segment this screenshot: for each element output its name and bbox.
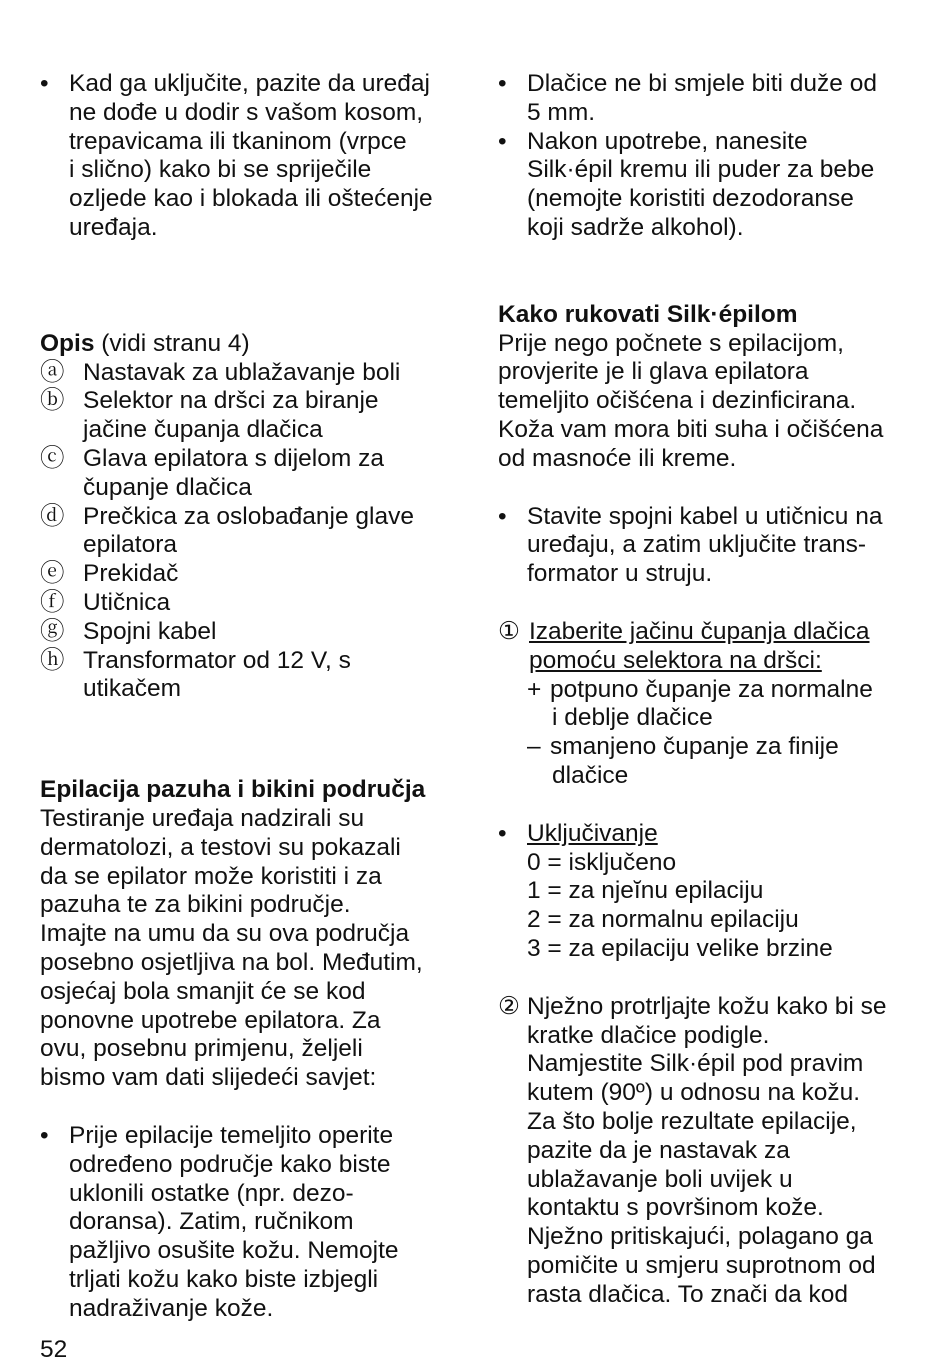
part-line: jačine čupanja dlačica: [83, 416, 323, 444]
part-mark: ⓖ: [40, 617, 65, 645]
line: trepavicama ili tkaninom (vrpce: [69, 127, 407, 155]
part-mark: ⓑ: [40, 387, 65, 415]
parts-list: [40, 359, 460, 705]
line: Dlačice ne bi smjele biti duže od: [527, 70, 877, 97]
part-line: epilatora: [83, 531, 177, 559]
line: Namjestite Silk·épil pod pravim: [527, 1050, 864, 1078]
step-1-mark: ①: [498, 617, 520, 645]
step-2-mark: ②: [498, 992, 520, 1020]
minus-mark: –: [527, 733, 541, 761]
line: uklonili ostatke (npr. dezo-: [69, 1179, 354, 1207]
line: uređaju, a zatim uključite trans-: [527, 531, 867, 559]
part-line: Spojni kabel: [83, 617, 217, 645]
part-item: [40, 445, 460, 503]
how-text: [498, 330, 918, 474]
line: da se epilator može koristiti i za: [40, 862, 382, 890]
part-line: Nastavak za ublažavanje boli: [83, 358, 401, 386]
line: doransa). Zatim, ručnikom: [69, 1208, 354, 1236]
switch-label: Uključivanje: [527, 819, 658, 847]
line: 0 = isključeno: [527, 848, 677, 876]
page-number: 52: [40, 1336, 68, 1363]
line: od masnoće ili kreme.: [498, 444, 737, 472]
line: kutem (90º) u odnosu na kožu.: [527, 1079, 861, 1107]
line: pomičite u smjeru suprotnom od: [527, 1251, 876, 1279]
line: uređaja.: [69, 213, 158, 241]
line: (nemojte koristiti dezodoranse: [527, 185, 854, 213]
part-line: Selektor na dršci za biranje: [83, 387, 379, 415]
line: Prije nego počnete s epilacijom,: [498, 329, 844, 357]
part-line: Utičnica: [83, 588, 171, 616]
line: formator u struju.: [527, 560, 713, 588]
part-item: [40, 618, 460, 647]
line: smanjeno čupanje za finije: [550, 733, 839, 761]
line: potpuno čupanje za normalne: [550, 675, 873, 703]
opis-ref: (vidi stranu 4): [94, 329, 250, 357]
epilation-heading: Epilacija pazuha i bikini područja: [40, 776, 426, 804]
bullet-connect: [498, 503, 918, 589]
line: kratke dlačice podigle.: [527, 1021, 770, 1049]
part-line: Transformator od 12 V, s: [83, 646, 351, 674]
line: provjerite je li glava epilatora: [498, 358, 809, 386]
line: Testiranje uređaja nadzirali su: [40, 804, 365, 832]
line: pomoću selektora na dršci:: [529, 646, 822, 674]
part-line: Prekidač: [83, 560, 179, 588]
line: temeljito očišćena i dezinficirana.: [498, 387, 857, 415]
part-line: čupanje dlačica: [83, 473, 252, 501]
plus-mark: +: [527, 675, 542, 703]
line: ne dođe u dodir s vašom kosom,: [69, 98, 424, 126]
line: Silk·épil kremu ili puder za bebe: [527, 156, 875, 184]
part-item: [40, 503, 460, 561]
line: kontaktu s površinom kože.: [527, 1194, 824, 1222]
part-item: [40, 387, 460, 445]
line: određeno područje kako biste: [69, 1150, 391, 1178]
option-plus: [498, 676, 918, 734]
part-item: [40, 589, 460, 618]
epilation-text: [40, 805, 460, 1093]
part-line: Prečkica za oslobađanje glave: [83, 502, 414, 530]
line: pazuha te za bikini područje.: [40, 891, 351, 919]
line: pazite da je nastavak za: [527, 1136, 790, 1164]
line: Nježno protrljajte kožu kako bi se: [527, 992, 887, 1020]
step-1: [498, 618, 918, 676]
line: i deblje dlačice: [552, 704, 713, 732]
left-column: [40, 70, 460, 1323]
line: osjećaj bola smanjit će se kod: [40, 977, 366, 1005]
part-mark: ⓔ: [40, 560, 65, 588]
bullet-after-use: [498, 128, 918, 243]
part-mark: ⓐ: [40, 358, 65, 386]
line: ublažavanje boli uvijek u: [527, 1165, 793, 1193]
line: posebno osjetljiva na bol. Međutim,: [40, 948, 423, 976]
line: Imajte na umu da su ova područja: [40, 920, 410, 948]
line: nadraživanje kože.: [69, 1294, 274, 1322]
line: ponovne upotrebe epilatora. Za: [40, 1006, 381, 1034]
bullet-switch: [498, 820, 918, 964]
line: pažljivo osušite kožu. Nemojte: [69, 1237, 399, 1265]
line: 2 = za normalnu epilaciju: [527, 906, 799, 934]
part-line: utikačem: [83, 675, 182, 703]
right-column: [498, 70, 918, 1309]
line: Nježno pritiskajući, polagano ga: [527, 1223, 873, 1251]
line: i slično) kako bi se spriječile: [69, 156, 372, 184]
part-item: [40, 359, 460, 388]
line: bismo vam dati slijedeći savjet:: [40, 1064, 377, 1092]
part-mark: ⓕ: [40, 588, 65, 616]
part-mark: ⓗ: [40, 646, 65, 674]
line: rasta dlačica. To znači da kod: [527, 1280, 848, 1308]
line: 5 mm.: [527, 98, 596, 126]
step-2: [498, 993, 918, 1310]
line: Stavite spojni kabel u utičnicu na: [527, 502, 883, 530]
line: 1 = za njeĭnu epilaciju: [527, 877, 764, 905]
bullet-hair-length: [498, 70, 918, 128]
opis-heading: Opis: [40, 329, 95, 357]
line: 3 = za epilaciju velike brzine: [527, 934, 833, 962]
line: Izaberite jačinu čupanja dlačica: [529, 617, 870, 645]
opis-heading-line: [40, 330, 460, 359]
how-heading: Kako rukovati Silk·épilom: [498, 300, 798, 328]
line: ozljede kao i blokada ili oštećenje: [69, 185, 433, 213]
part-mark: ⓓ: [40, 502, 65, 530]
line: dlačice: [552, 761, 629, 789]
bullet-safety: [40, 70, 460, 243]
line: Za što bolje rezultate epilacije,: [527, 1107, 857, 1135]
line: ovu, posebnu primjenu, željeli: [40, 1035, 363, 1063]
part-line: Glava epilatora s dijelom za: [83, 444, 384, 472]
line: dermatolozi, a testovi su pokazali: [40, 833, 401, 861]
part-item: [40, 647, 460, 705]
line: koji sadrže alkohol).: [527, 213, 744, 241]
part-mark: ⓒ: [40, 444, 65, 472]
line: Kad ga uključite, pazite da uređaj: [69, 70, 430, 97]
line: Prije epilacije temeljito operite: [69, 1121, 394, 1149]
line: trljati kožu kako biste izbjegli: [69, 1265, 379, 1293]
line: Koža vam mora biti suha i očišćena: [498, 415, 884, 443]
part-item: [40, 560, 460, 589]
line: Nakon upotrebe, nanesite: [527, 127, 808, 155]
bullet-wash: [40, 1122, 460, 1324]
option-minus: [498, 733, 918, 791]
